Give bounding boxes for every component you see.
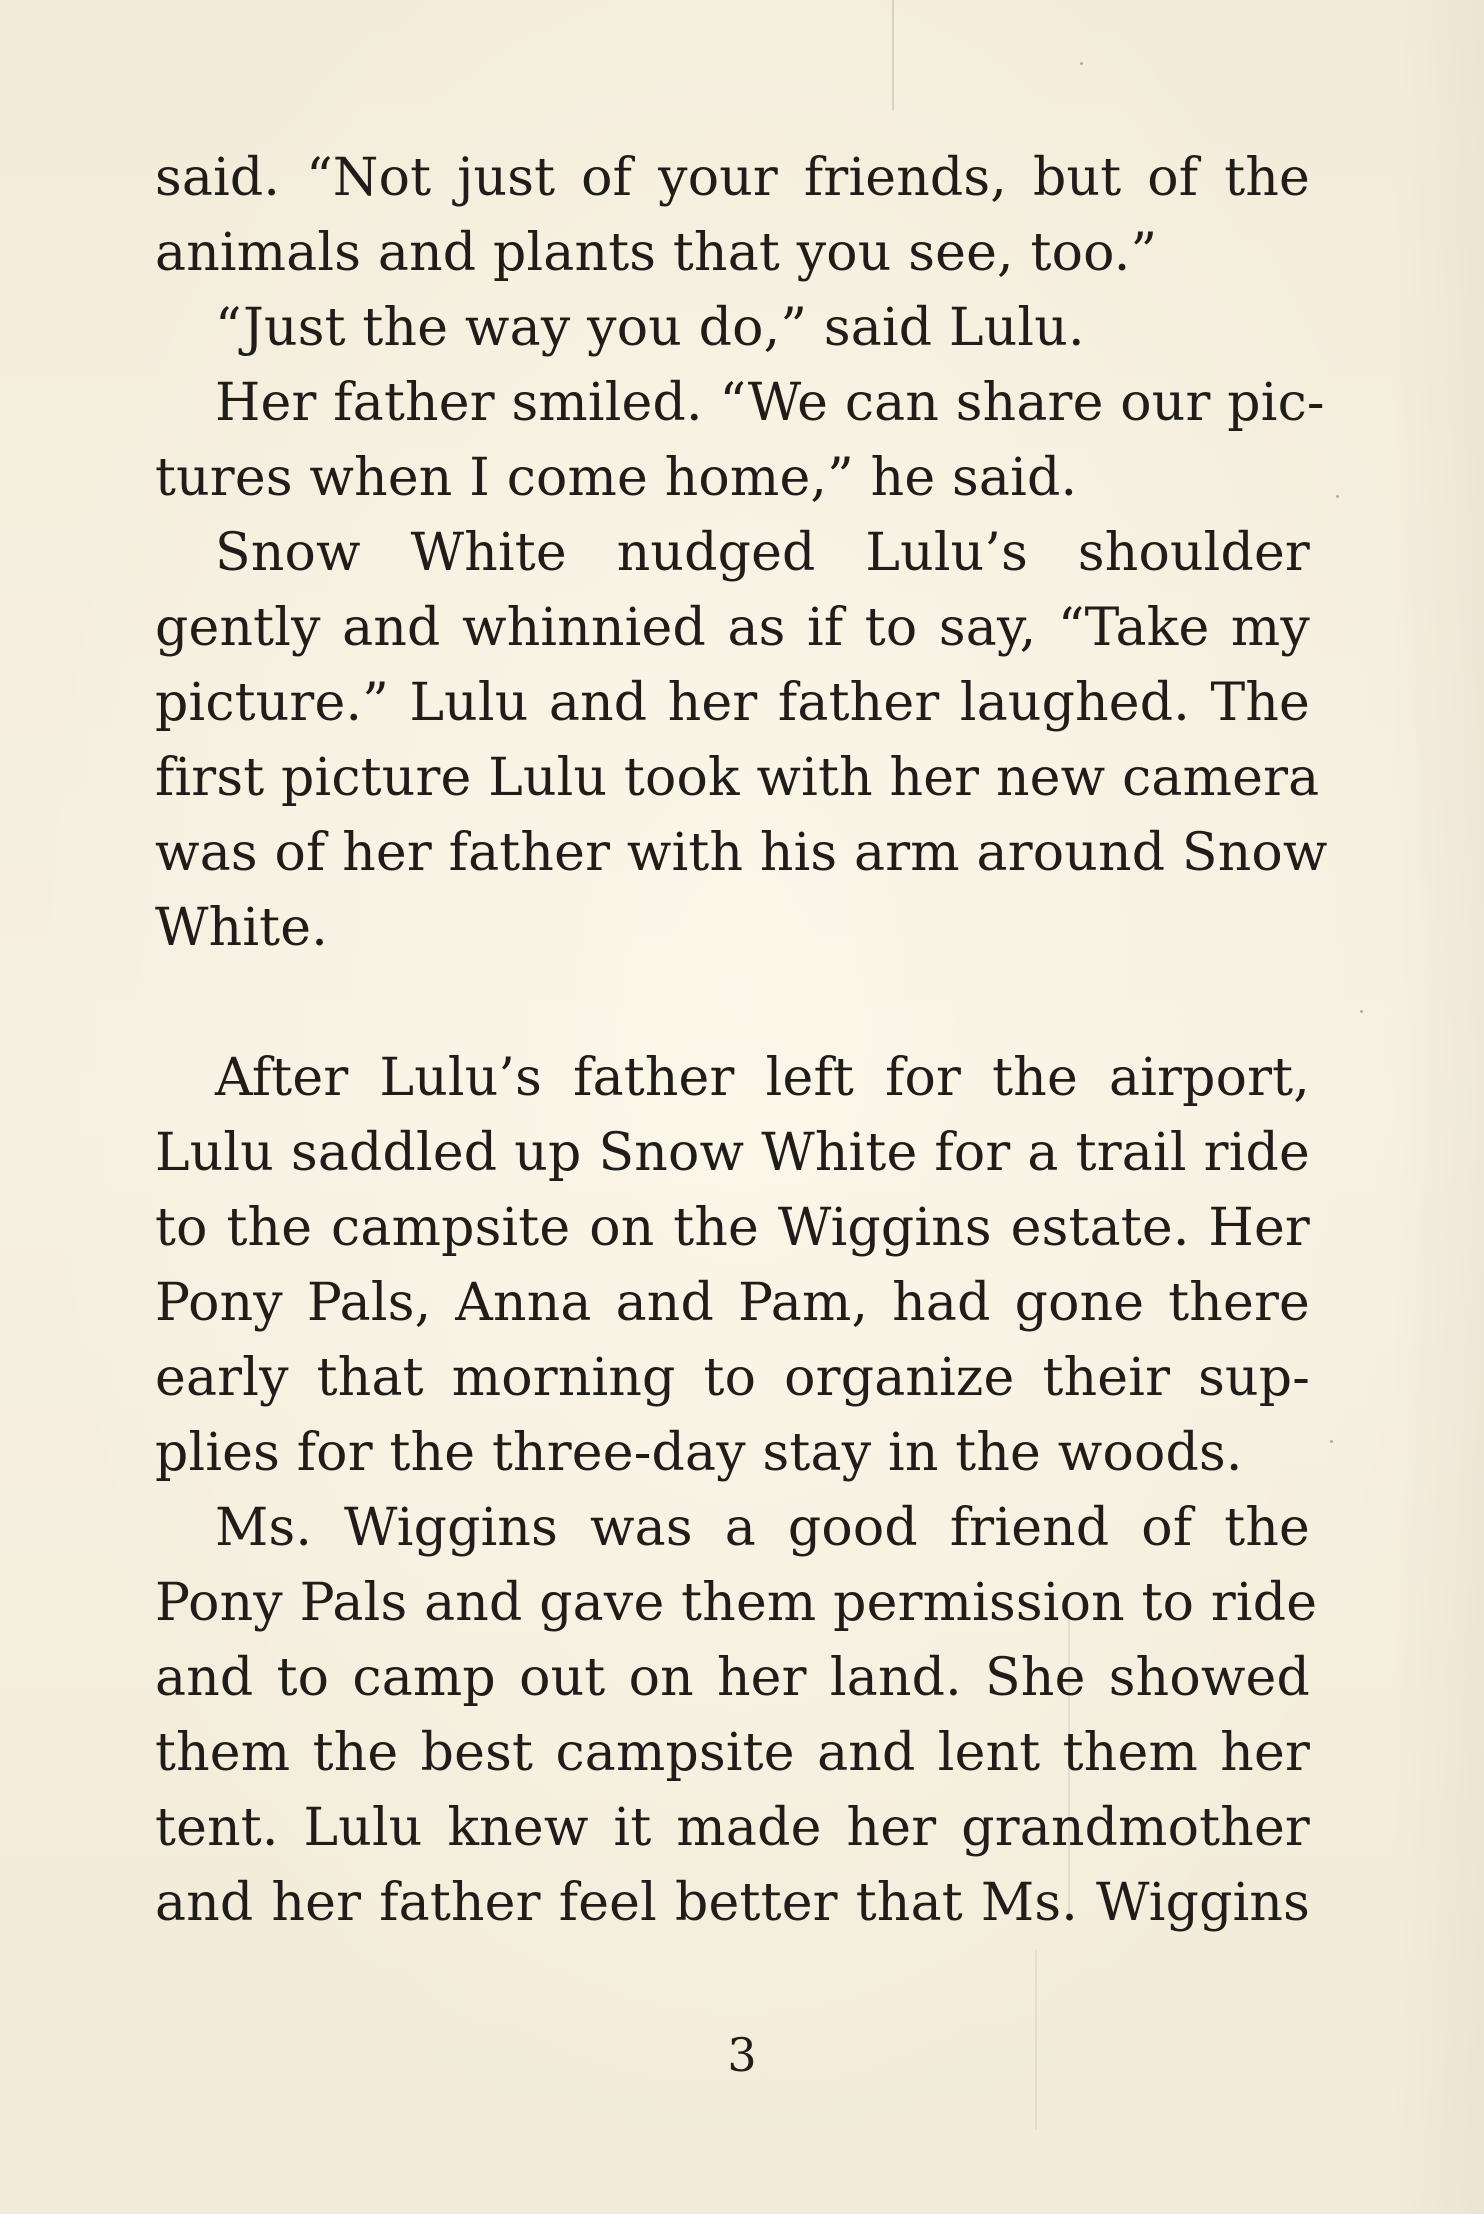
text-line: Pony Pals and gave them permission to ride	[155, 1573, 1318, 1633]
text-line: was of her father with his arm around Snow	[155, 823, 1328, 883]
body-text	[155, 141, 1328, 1941]
text-line: Lulu saddled up Snow White for a trail ride	[155, 1123, 1310, 1183]
text-line: plies for the three-day stay in the woods.	[155, 1423, 1243, 1483]
text-line: Her father smiled. “We can share our pic-	[215, 373, 1325, 433]
page-number: 3	[727, 2028, 757, 2082]
text-line: animals and plants that you see, too.”	[155, 223, 1158, 283]
paper-speck	[1080, 62, 1083, 65]
paper-speck	[1360, 1010, 1363, 1013]
paper-crease	[892, 0, 894, 110]
text-line: said. “Not just of your friends, but of the	[155, 148, 1310, 208]
text-line: first picture Lulu took with her new camera	[155, 748, 1320, 808]
text-line: early that morning to organize their sup-	[155, 1348, 1310, 1408]
text-line: to the campsite on the Wiggins estate. Her	[155, 1198, 1310, 1258]
paper-speck	[1330, 1440, 1333, 1443]
paper-speck	[1336, 495, 1339, 498]
page-edge-shadow	[1394, 0, 1484, 2214]
text-line: tent. Lulu knew it made her grandmother	[155, 1798, 1310, 1858]
text-line: and to camp out on her land. She showed	[155, 1648, 1310, 1708]
text-line: them the best campsite and lent them her	[155, 1723, 1310, 1783]
text-line: “Just the way you do,” said Lulu.	[215, 298, 1085, 358]
text-line: tures when I come home,” he said.	[155, 448, 1078, 508]
text-line: Ms. Wiggins was a good friend of the	[215, 1498, 1310, 1558]
text-line: After Lulu’s father left for the airport,	[215, 1048, 1310, 1108]
text-line: picture.” Lulu and her father laughed. The	[155, 673, 1310, 733]
text-line: Pony Pals, Anna and Pam, had gone there	[155, 1273, 1310, 1333]
text-line: and her father feel better that Ms. Wiggins	[155, 1873, 1310, 1933]
text-line: White.	[155, 898, 328, 958]
section-break	[155, 966, 1310, 1041]
text-line: gently and whinnied as if to say, “Take my	[155, 598, 1310, 658]
text-line: Snow White nudged Lulu’s shoulder	[215, 523, 1310, 583]
